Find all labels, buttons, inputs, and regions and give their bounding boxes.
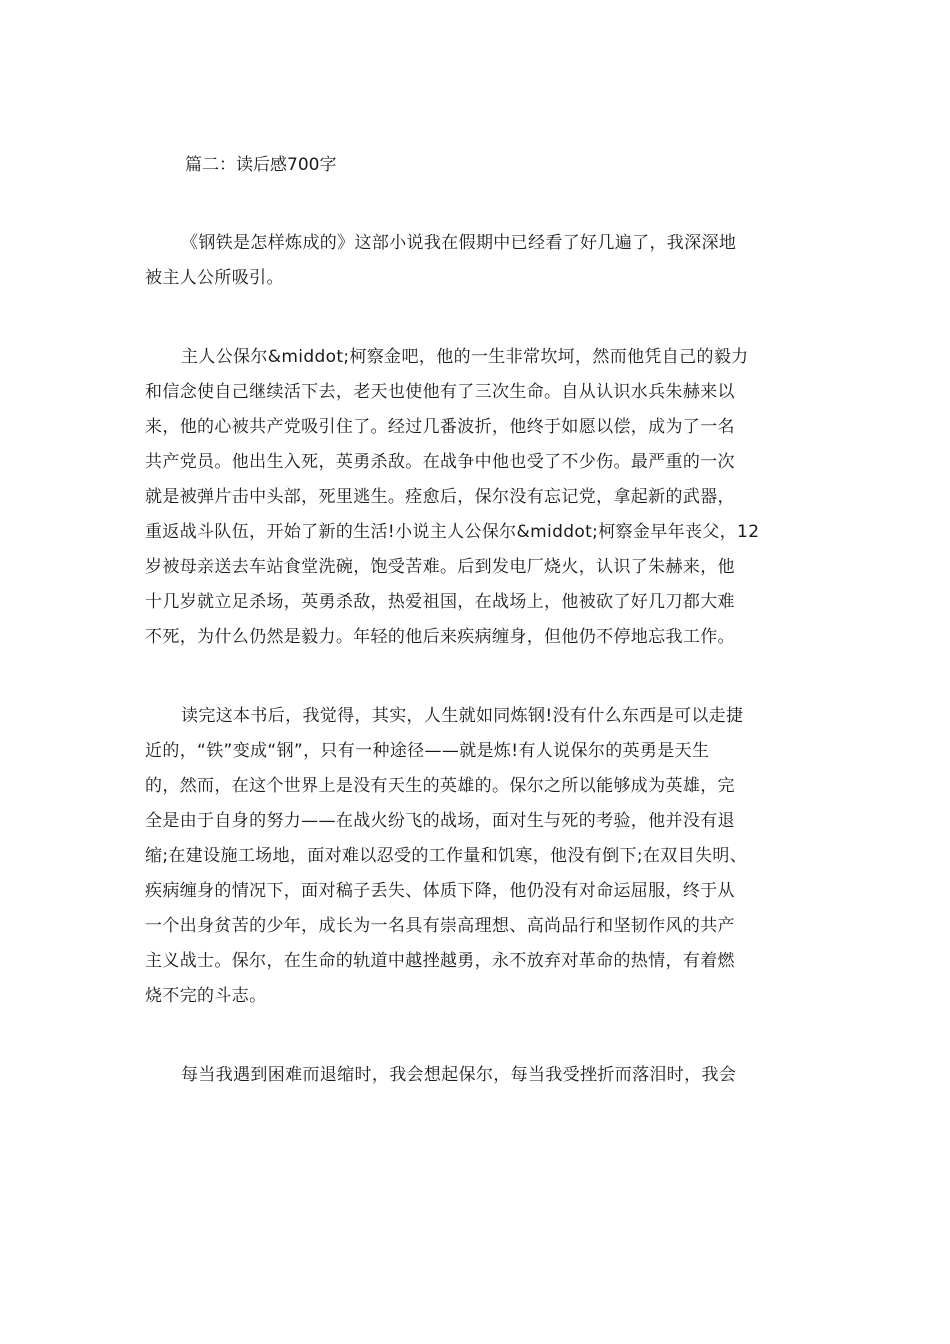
text-line: 《钢铁是怎样炼成的》这部小说我在假期中已经看了好几遍了，我深深地	[181, 233, 737, 253]
text-line: 不死，为什么仍然是毅力。年轻的他后来疾病缠身，但他仍不停地忘我工作。	[145, 627, 735, 647]
paragraph-2	[145, 340, 805, 655]
text-line: 被主人公所吸引。	[145, 268, 284, 288]
text-line: 就是被弹片击中头部，死里逃生。痊愈后，保尔没有忘记党，拿起新的武器，	[145, 487, 735, 507]
text-line: 主义战士。保尔，在生命的轨道中越挫越勇，永不放弃对革命的热情，有着燃	[145, 951, 735, 971]
paragraph-3	[145, 699, 805, 1014]
text-line: 疾病缠身的情况下，面对稿子丢失、体质下降，他仍没有对命运屈服，终于从	[145, 881, 735, 901]
document-page	[145, 148, 805, 1137]
text-line: 每当我遇到困难而退缩时，我会想起保尔，每当我受挫折而落泪时，我会	[181, 1065, 737, 1085]
text-line: 主人公保尔&middot;柯察金吧，他的一生非常坎坷，然而他凭自己的毅力	[181, 347, 749, 367]
paragraph-1	[145, 226, 805, 296]
text-line: 近的，“铁”变成“钢”，只有一种途径——就是炼!有人说保尔的英勇是天生	[145, 741, 710, 761]
text-line: 共产党员。他出生入死，英勇杀敌。在战争中他也受了不少伤。最严重的一次	[145, 452, 735, 472]
text-line: 来，他的心被共产党吸引住了。经过几番波折，他终于如愿以偿，成为了一名	[145, 417, 735, 437]
text-line: 十几岁就立足杀场，英勇杀敌，热爱祖国，在战场上，他被砍了好几刀都大难	[145, 592, 735, 612]
text-line: 和信念使自己继续活下去，老天也使他有了三次生命。自从认识水兵朱赫来以	[145, 382, 735, 402]
text-line: 读完这本书后，我觉得，其实，人生就如同炼钢!没有什么东西是可以走捷	[181, 706, 744, 726]
text-line: 缩;在建设施工场地，面对难以忍受的工作量和饥寒，他没有倒下;在双目失明、	[145, 846, 748, 866]
text-line: 的，然而，在这个世界上是没有天生的英雄的。保尔之所以能够成为英雄，完	[145, 776, 735, 796]
text-line: 重返战斗队伍，开始了新的生活!小说主人公保尔&middot;柯察金早年丧父，12	[145, 522, 760, 542]
text-line: 岁被母亲送去车站食堂洗碗，饱受苦难。后到发电厂烧火，认识了朱赫来，他	[145, 557, 735, 577]
text-line: 一个出身贫苦的少年，成长为一名具有崇高理想、高尚品行和坚韧作风的共产	[145, 916, 735, 936]
text-line: 全是由于自身的努力——在战火纷飞的战场，面对生与死的考验，他并没有退	[145, 811, 735, 831]
text-line: 烧不完的斗志。	[145, 986, 267, 1006]
paragraph-4	[145, 1058, 805, 1093]
section-heading: 篇二：读后感700字	[185, 155, 337, 175]
